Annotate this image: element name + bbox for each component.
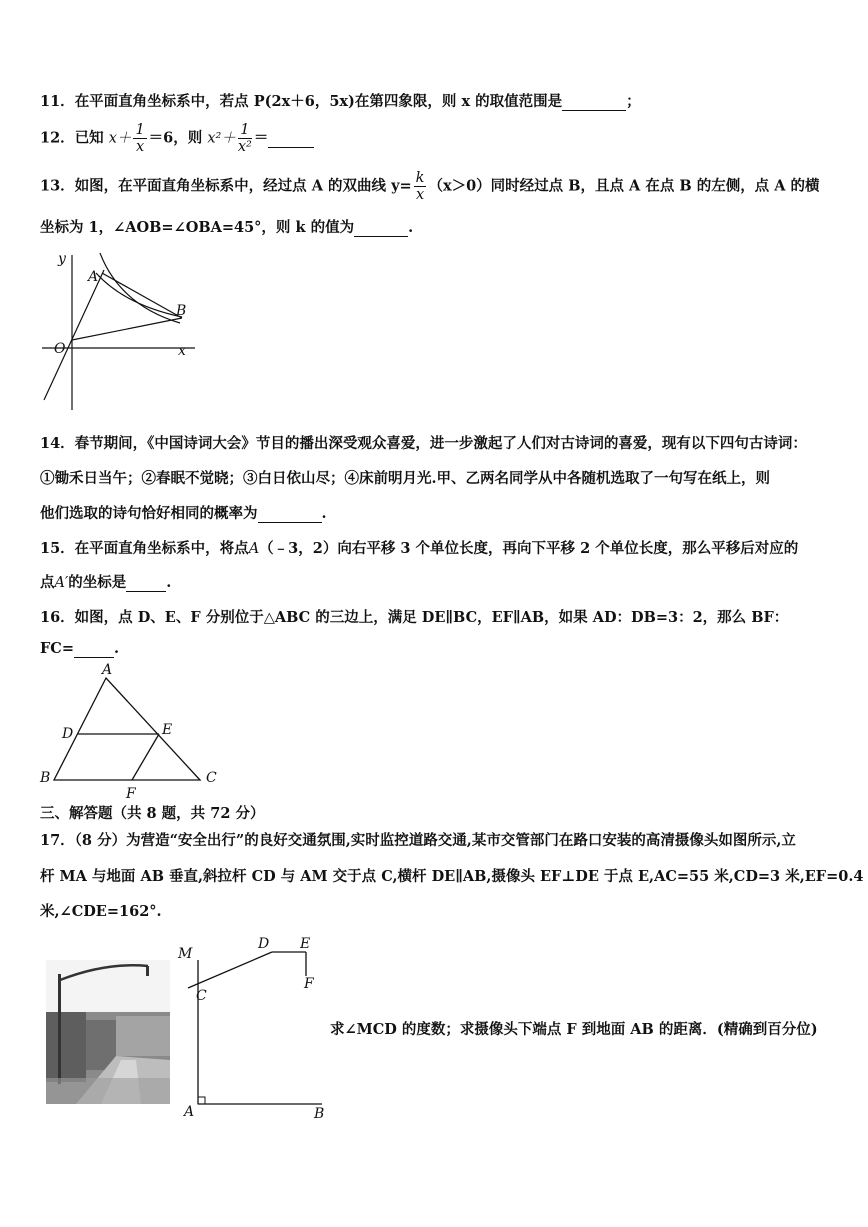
q12-expr1-right: ＝6，则 [148, 129, 203, 147]
question-13-line2 [40, 216, 413, 237]
q17-rod-cd [188, 952, 272, 988]
question-16-line2 [40, 640, 119, 658]
q11-number: 11． [40, 93, 75, 110]
question-14-line1: 14．春节期间，《中国诗词大会》节目的播出深受观众喜爱，进一步激起了人们对古诗词的喜爱，现有以下四句古诗词： [40, 435, 807, 452]
q12-answer-blank [268, 130, 314, 148]
q12-frac1-num: 1 [135, 122, 145, 138]
q12-frac2-num: 1 [238, 122, 252, 139]
question-14-line2: ①锄禾日当午；②春眠不觉晓；③白日依山尽；④床前明月光.甲、乙两名同学从中各随机选取了一句写在纸上，则 [40, 470, 771, 487]
q17-right-angle-mark [198, 1097, 205, 1104]
q13-frac-den: x [415, 187, 425, 203]
q12-pre: 已知 [74, 129, 104, 147]
q12-frac1-den: x [135, 139, 145, 155]
q13-answer-blank [354, 219, 408, 237]
q15-text-b: （﹣3，2）向右平移 3 个单位长度，再向下平移 2 个单位长度，那么平移后对应的 [259, 540, 799, 557]
q17-label-d: D [258, 936, 270, 952]
q15-text-d: 的坐标是 [68, 574, 127, 591]
question-17-line2: 杆 MA 与地面 AB 垂直,斜拉杆 CD 与 AM 交于点 C,横杆 DE∥AB,摄像头 EF⊥DE 于点 E,AC=55 米,CD=3 米,EF=0.4 [40, 868, 864, 885]
q15-text-c: 点 [40, 574, 55, 591]
q13-label-x: x [178, 343, 186, 359]
question-17-line3: 米,∠CDE=162°. [40, 903, 162, 920]
q15-point-a-prime: A′ [54, 575, 69, 591]
q16-answer-blank [74, 640, 114, 658]
question-13-line1 [40, 170, 820, 203]
q16-label-b: B [40, 770, 51, 786]
q12-fraction-2 [238, 122, 252, 155]
q16-text-line2: FC= [40, 640, 74, 657]
q16-label-f: F [126, 786, 136, 800]
q16-triangle-abc [54, 678, 200, 780]
q11-end: ； [626, 93, 641, 110]
q13-figure [30, 245, 210, 415]
q16-label-e: E [162, 722, 173, 738]
q13-label-y: y [58, 251, 66, 267]
q17-label-b: B [314, 1106, 325, 1122]
q13-line-ab [102, 273, 182, 318]
q13-fraction [414, 170, 427, 203]
q17-figure [172, 932, 332, 1122]
question-12 [40, 122, 314, 155]
question-17-task: 求∠MCD 的度数；求摄像头下端点 F 到地面 AB 的距离．(精确到百分位) [330, 1021, 818, 1038]
q12-eq: ＝ [253, 129, 269, 147]
section-3-heading: 三、解答题（共 8 题，共 72 分） [40, 805, 265, 822]
q13-text-line2: 坐标为 1，∠AOB=∠OBA=45°，则 k 的值为 [40, 219, 355, 236]
q15-answer-blank [126, 574, 166, 592]
q12-number: 12． [40, 129, 75, 147]
q13-label-o: O [54, 341, 66, 357]
question-15-line2 [40, 571, 171, 592]
q16-label-c: C [206, 770, 217, 786]
q15-end: . [166, 574, 172, 591]
q13-label-b: B [176, 303, 187, 319]
q16-figure [34, 660, 234, 800]
q13-text-a: 如图，在平面直角坐标系中，经过点 A 的双曲线 y= [74, 177, 412, 195]
question-15-line1 [40, 537, 798, 558]
q16-end: . [113, 640, 120, 657]
question-14-line3 [40, 502, 327, 523]
question-17-line1: 17．（8 分）为营造“安全出行”的良好交通氛围,实时监控道路交通,某市交管部门在路口安装的高清摄像头如图所示,立 [40, 832, 796, 849]
q14-answer-blank [258, 505, 322, 523]
q12-expr1-left: x＋ [108, 130, 132, 147]
q13-line-ob [72, 318, 182, 340]
q12-frac2-den: x² [237, 139, 252, 155]
q16-label-d: D [62, 726, 74, 742]
q12-expr2-left: x²＋ [207, 130, 236, 147]
q16-segment-ef [132, 734, 159, 780]
q14-end: . [321, 505, 327, 522]
camera-pole-photo [46, 960, 170, 1104]
q11-answer-blank [562, 93, 626, 111]
q13-text-b: （x＞0）同时经过点 B，且点 A 在点 B 的左侧，点 A 的横 [428, 177, 820, 195]
q13-label-a: A [88, 269, 99, 285]
q17-label-e: E [300, 936, 311, 952]
q15-text-a: 15．在平面直角坐标系中，将点 [40, 540, 249, 557]
q17-label-a: A [184, 1104, 195, 1120]
q17-label-m: M [178, 946, 193, 962]
q16-label-a: A [102, 662, 113, 678]
q15-point-a: A [248, 541, 260, 557]
q13-number: 13． [40, 177, 75, 195]
q17-label-f: F [304, 976, 314, 992]
q13-frac-num: k [415, 170, 425, 186]
question-16-line1: 16．如图，点 D、E、F 分别位于△ABC 的三边上，满足 DE∥BC，EF∥AB，如果 AD：DB=3：2，那么 BF： [40, 609, 789, 626]
q14-text-line3: 他们选取的诗句恰好相同的概率为 [40, 505, 258, 522]
q11-text: 在平面直角坐标系中，若点 P(2x＋6，5x)在第四象限，则 x 的取值范围是 [74, 93, 563, 110]
question-11 [40, 90, 641, 111]
q17-label-c: C [196, 988, 207, 1004]
q12-fraction-1 [133, 122, 146, 155]
q13-end: . [408, 219, 414, 236]
